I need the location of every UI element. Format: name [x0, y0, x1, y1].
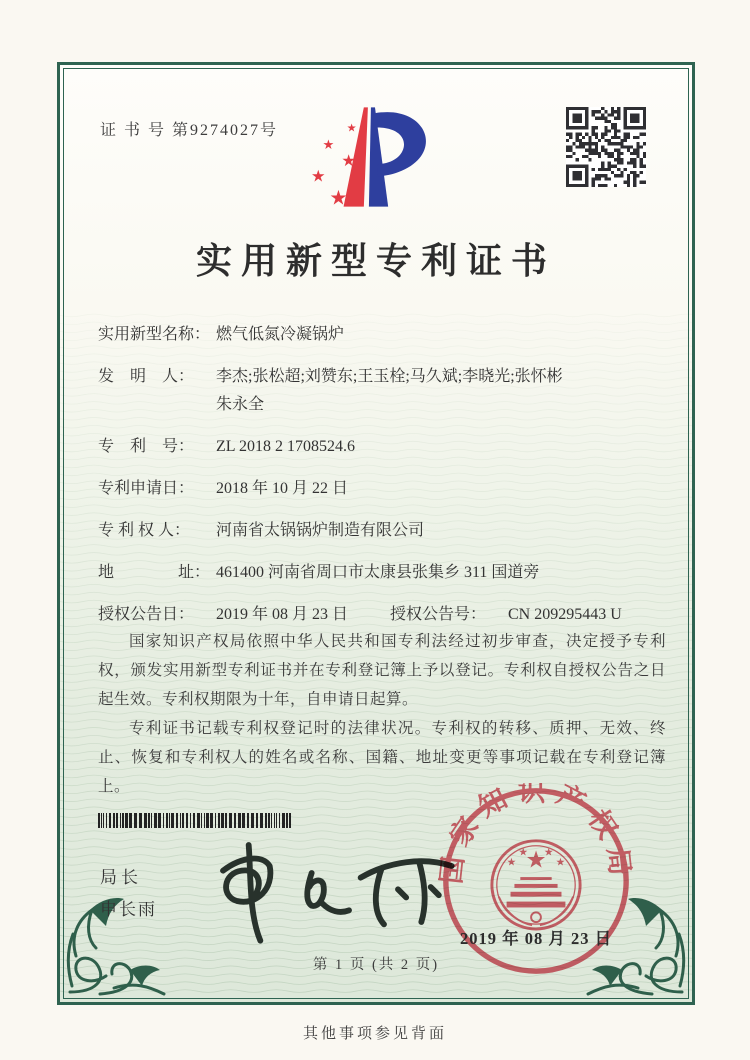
field-grant-row: [98, 601, 664, 629]
field-label: 授权公告日：: [98, 606, 195, 623]
emblem-stars: [507, 845, 566, 873]
certificate-number: 证 书 号 第9274027号: [100, 122, 279, 139]
svg-text:★: ★: [341, 151, 356, 171]
field-label: 专 利 号：: [98, 438, 195, 455]
seal-date: 2019 年 08 月 23 日: [459, 929, 613, 948]
seal-ring-text: 国家知识产权局: [438, 783, 634, 886]
legal-paragraph-1: 国家知识产权局依照中华人民共和国专利法经过初步审查，决定授予专利权，颁发实用新型专利证书并在专利登记簿上予以登记。专利权自授权公告之日起生效。专利权期限为十年，自申请日起算。: [98, 633, 666, 708]
field-value: 2018 年 10 月 22 日: [216, 480, 349, 497]
inventors-line2: 朱永全: [216, 396, 265, 413]
legal-paragraph-2: 专利证书记载专利权登记时的法律状况。专利权的转移、质押、无效、终止、恢复和专利权人的姓名或名称、国籍、地址变更等事项记载在专利登记簿上。: [98, 720, 666, 795]
certificate-border-frame: [57, 62, 695, 1005]
field-utility-model-name: [98, 321, 664, 349]
field-patentee: [98, 517, 664, 545]
field-value: 2019 年 08 月 23 日: [216, 606, 349, 623]
field-value: 461400 河南省周口市太康县张集乡 311 国道旁: [216, 564, 540, 581]
svg-text:★: ★: [543, 845, 554, 859]
emblem-gate: [507, 877, 566, 907]
cnipa-logo: [297, 99, 449, 217]
certificate-title: 实用新型专利证书: [195, 241, 556, 281]
field-filing-date: [98, 475, 664, 503]
svg-text:★: ★: [346, 121, 357, 135]
logo-p-bowl: [374, 112, 426, 176]
field-label: 专利申请日：: [98, 480, 195, 497]
director-signature: [188, 827, 468, 947]
field-label: 实用新型名称：: [98, 326, 211, 343]
field-inventors: [98, 363, 664, 419]
svg-text:★: ★: [555, 855, 566, 869]
official-seal: [438, 783, 634, 979]
svg-text:★: ★: [518, 845, 529, 859]
field-patent-number: [98, 433, 664, 461]
field-value: ZL 2018 2 1708524.6: [216, 438, 355, 455]
field-label: 发 明 人：: [98, 368, 195, 385]
field-value: CN 209295443 U: [508, 606, 622, 623]
director-title: 局长: [100, 868, 142, 887]
field-label: 授权公告号：: [390, 606, 487, 623]
svg-text:★: ★: [329, 185, 348, 210]
field-value: 河南省太锅锅炉制造有限公司: [216, 522, 425, 539]
certificate-fields: [98, 321, 664, 643]
qr-code: [566, 107, 646, 187]
barcode: [98, 813, 294, 828]
field-address: [98, 559, 664, 587]
field-value: [216, 363, 646, 419]
legal-text: [98, 627, 666, 801]
national-emblem: [492, 841, 580, 929]
director-name: 申长雨: [100, 900, 157, 919]
svg-text:★: ★: [506, 855, 517, 869]
inventors-line1: 李杰;张松超;刘赞东;王玉栓;马久斌;李晓光;张怀彬: [216, 368, 563, 385]
field-label: 专 利 权 人：: [98, 522, 191, 539]
field-label: 地 址：: [98, 564, 211, 581]
page-number: 第 1 页 (共 2 页): [312, 957, 440, 973]
svg-text:★: ★: [310, 166, 326, 186]
back-note: 其他事项参见背面: [302, 1026, 447, 1042]
svg-text:★: ★: [322, 137, 335, 153]
field-value: 燃气低氮冷凝锅炉: [216, 326, 345, 343]
svg-text:★: ★: [525, 845, 547, 874]
